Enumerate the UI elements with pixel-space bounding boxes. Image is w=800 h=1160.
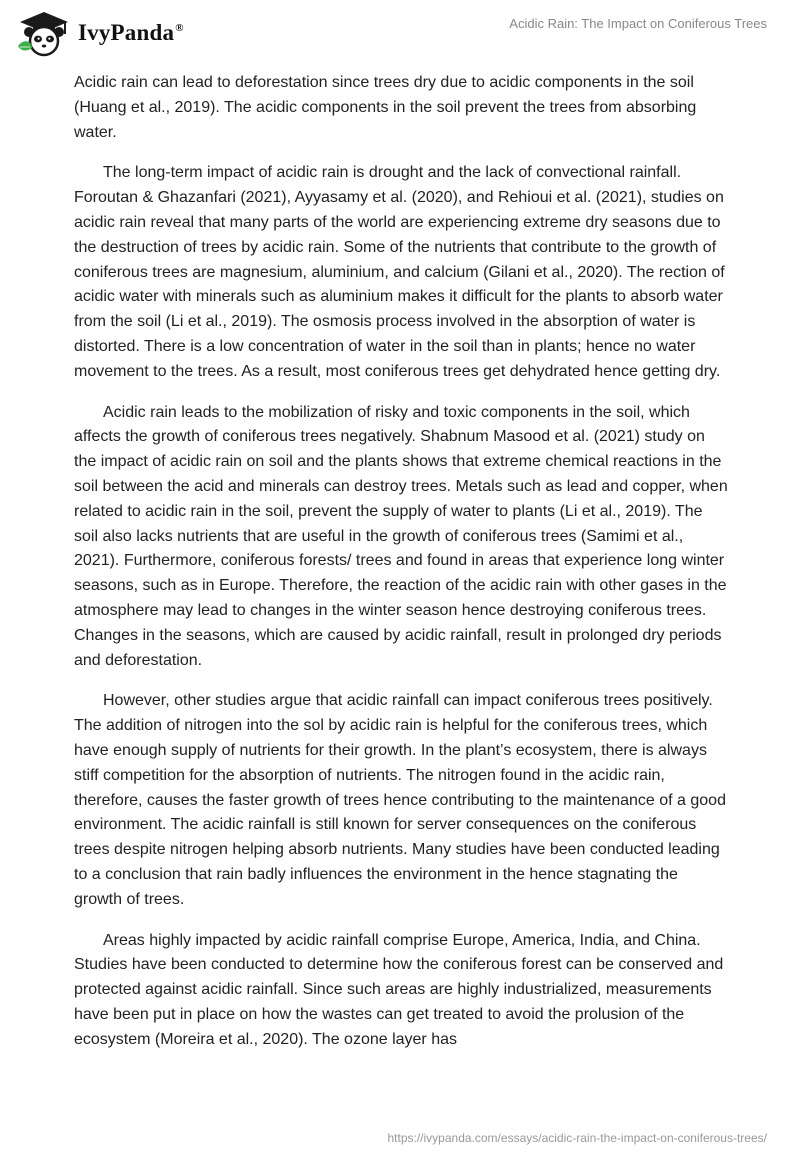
registered-mark: ® [175,22,184,35]
document-title: Acidic Rain: The Impact on Coniferous Trees [509,16,767,31]
ivypanda-logo[interactable] [14,8,184,58]
paragraph-3: Acidic rain leads to the mobilization of risky and toxic components in the soil, which affects the growth of coniferous trees negatively. Shabnum Masood et al. (2021) study on the impact of acidic rain on soil and the plants shows that extreme chemical reactions in the soil between the acid and minerals can destroy trees. Metals such as lead and copper, when related to acidic rain in the soil, prevent the supply of water to plants (Li et al., 2019). The soil also lacks nutrients that are useful in the growth of coniferous trees (Samimi et al., 2021). Furthermore, coniferous forests/ trees and found in areas that experience long winter seasons, such as in Europe. Therefore, the reaction of the acidic rain with other gases in the atmosphere may lead to changes in the winter season hence destroying coniferous trees. Changes in the seasons, which are caused by acidic rainfall, result in prolonged dry periods and deforestation. [74,403,728,669]
source-url-link[interactable]: https://ivypanda.com/essays/acidic-rain-the-impact-on-coniferous-trees/ [387,1131,767,1145]
page-header [0,0,800,66]
brand-name [78,20,184,46]
panda-graduate-logo-icon [14,8,74,58]
brand-text: IvyPanda [78,20,175,45]
paragraph-5: Areas highly impacted by acidic rainfall comprise Europe, America, India, and China. Studies have been conducted to determine how the coniferous forest can be conserved and protected against acidic rainfall. Since such areas are highly industrialized, measurements have been put in place on how the wastes can get treated to avoid the prolusion of the ecosystem (Moreira et al., 2020). The ozone layer has [74,931,724,1048]
paragraph-4: However, other studies argue that acidic rainfall can impact coniferous trees positively. The addition of nitrogen into the sol by acidic rain is helpful for the coniferous trees, which have enough supply of nutrients for their growth. In the plant’s ecosystem, there is always stiff competition for the absorption of nutrients. The nitrogen found in the acidic rain, therefore, causes the faster growth of trees hence contributing to the maintenance of a good environment. The acidic rainfall is still known for server consequences on the coniferous trees despite nitrogen helping absorb nutrients. Many studies have been conducted leading to a conclusion that rain badly influences the environment in the hence stagnating the growth of trees. [74,692,726,908]
paragraph-2: The long-term impact of acidic rain is drought and the lack of convectional rainfall. Foroutan & Ghazanfari (2021), Ayyasamy et al. (2020), and Rehioui et al. (2021), studies on acidic rain reveal that many parts of the world are experiencing extreme dry seasons due to the destruction of trees by acidic rain. Some of the nutrients that contribute to the growth of coniferous trees are magnesium, aluminium, and calcium (Gilani et al., 2020). The rection of acidic water with minerals such as aluminium makes it difficult for the plants to absorb water from the soil (Li et al., 2019). The osmosis process involved in the absorption of water is distorted. There is a low concentration of water in the soil than in plants; hence no water movement to the trees. As a result, most coniferous trees get dehydrated hence getting dry. [74,164,725,380]
paragraph-1: Acidic rain can lead to deforestation since trees dry due to acidic components in the soil (Huang et al., 2019). The acidic components in the soil prevent the trees from absorbing water. [74,74,697,141]
essay-body [74,71,728,1068]
